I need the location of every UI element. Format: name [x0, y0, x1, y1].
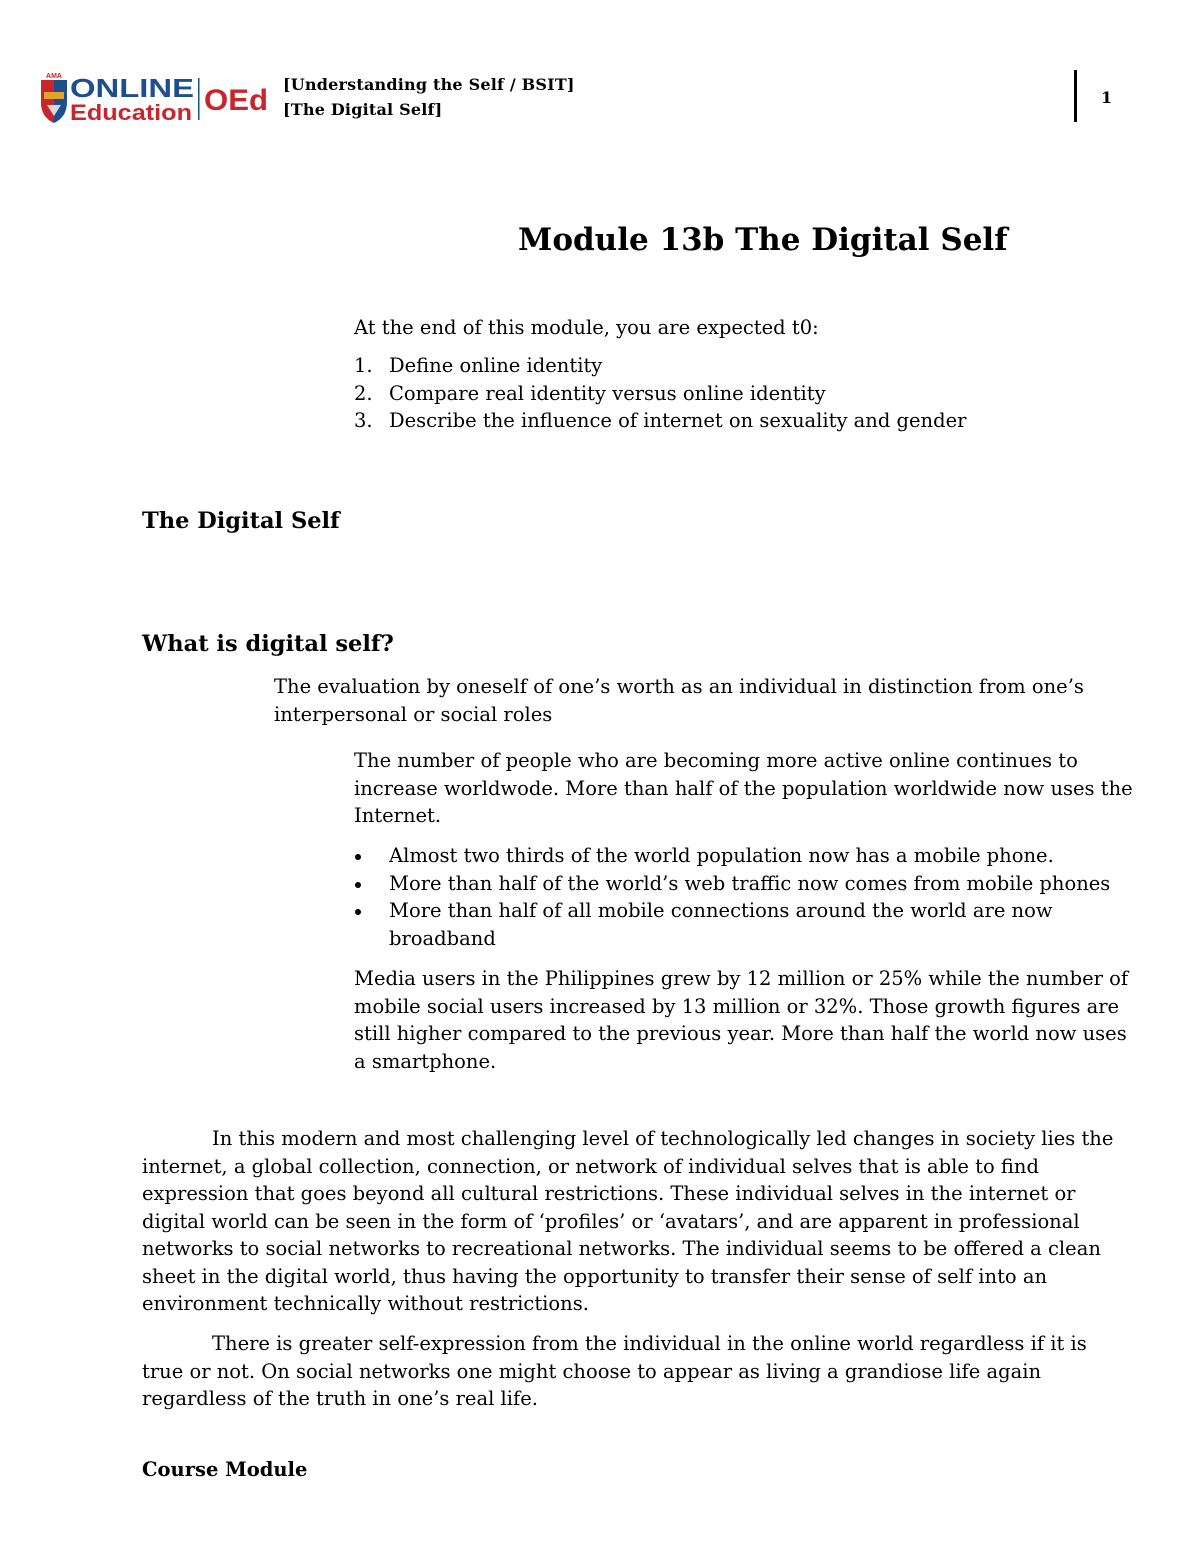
- paragraph-online-population: The number of people who are becoming more active online continues to increase worldwode. More than half of the population worldwide now uses the Internet.: [354, 749, 1133, 827]
- header-divider: [1074, 70, 1077, 122]
- online-education-logo: [38, 72, 270, 124]
- paragraph-self-expression: There is greater self-expression from the individual in the online world regardless if it is true or not. On social networks one might choose to appear as living a grandiose life again regardless of the truth in one’s real life.: [142, 1332, 1087, 1410]
- subheading-what-is-digital-self: What is digital self?: [142, 631, 394, 657]
- objectives-intro: At the end of this module, you are expected t0:: [354, 316, 819, 339]
- page-number: 1: [1101, 88, 1113, 107]
- logo-online-text: ONLINE: [70, 73, 194, 103]
- svg-text:AMA: AMA: [46, 73, 62, 80]
- statistics-bullet-list: [354, 842, 1144, 952]
- objectives-list: [354, 352, 966, 435]
- bullet-icon: [355, 882, 361, 888]
- module-title: Module 13b The Digital Self: [518, 222, 1008, 258]
- bullet-item: More than half of all mobile connections around the world are now broadband: [354, 897, 1144, 952]
- footer-course-module: Course Module: [142, 1458, 308, 1481]
- definition-paragraph: The evaluation by oneself of one’s worth as an individual in distinction from one’s interpersonal or social roles: [274, 675, 1084, 726]
- ama-crest-icon: [41, 73, 67, 123]
- objective-item: 1. Define online identity: [354, 354, 603, 377]
- bullet-icon: [355, 909, 361, 915]
- header-course-line: [Understanding the Self / BSIT]: [283, 75, 575, 94]
- bullet-item: More than half of the world’s web traffic now comes from mobile phones: [354, 870, 1144, 898]
- objective-item: 2. Compare real identity versus online identity: [354, 381, 826, 405]
- logo-education-text: Education: [70, 100, 192, 124]
- section-heading: The Digital Self: [142, 508, 340, 534]
- logo-oed-text: OEd: [204, 84, 268, 117]
- paragraph-modern-society: In this modern and most challenging level of technologically led changes in society lies the internet, a global collection, connection, or network of individual selves that is able to find expression that goes beyond all cultural restrictions. These individual selves in the internet or digital world can be seen in the form of ‘profiles’ or ‘avatars’, and are apparent in professional networks to social networks to recreational networks. The individual seems to be offered a clean sheet in the digital world, thus having the opportunity to transfer their sense of self into an environment technically without restrictions.: [142, 1127, 1114, 1315]
- paragraph-media-users: Media users in the Philippines grew by 12 million or 25% while the number of mobile social users increased by 13 million or 32%. Those growth figures are still higher compared to the previous year. More than half the world now uses a smartphone.: [354, 967, 1129, 1073]
- header-topic-line: [The Digital Self]: [283, 100, 443, 119]
- bullet-item: Almost two thirds of the world population now has a mobile phone.: [354, 842, 1144, 870]
- objective-item: 3. Describe the influence of internet on sexuality and gender: [354, 409, 967, 432]
- bullet-icon: [355, 854, 361, 860]
